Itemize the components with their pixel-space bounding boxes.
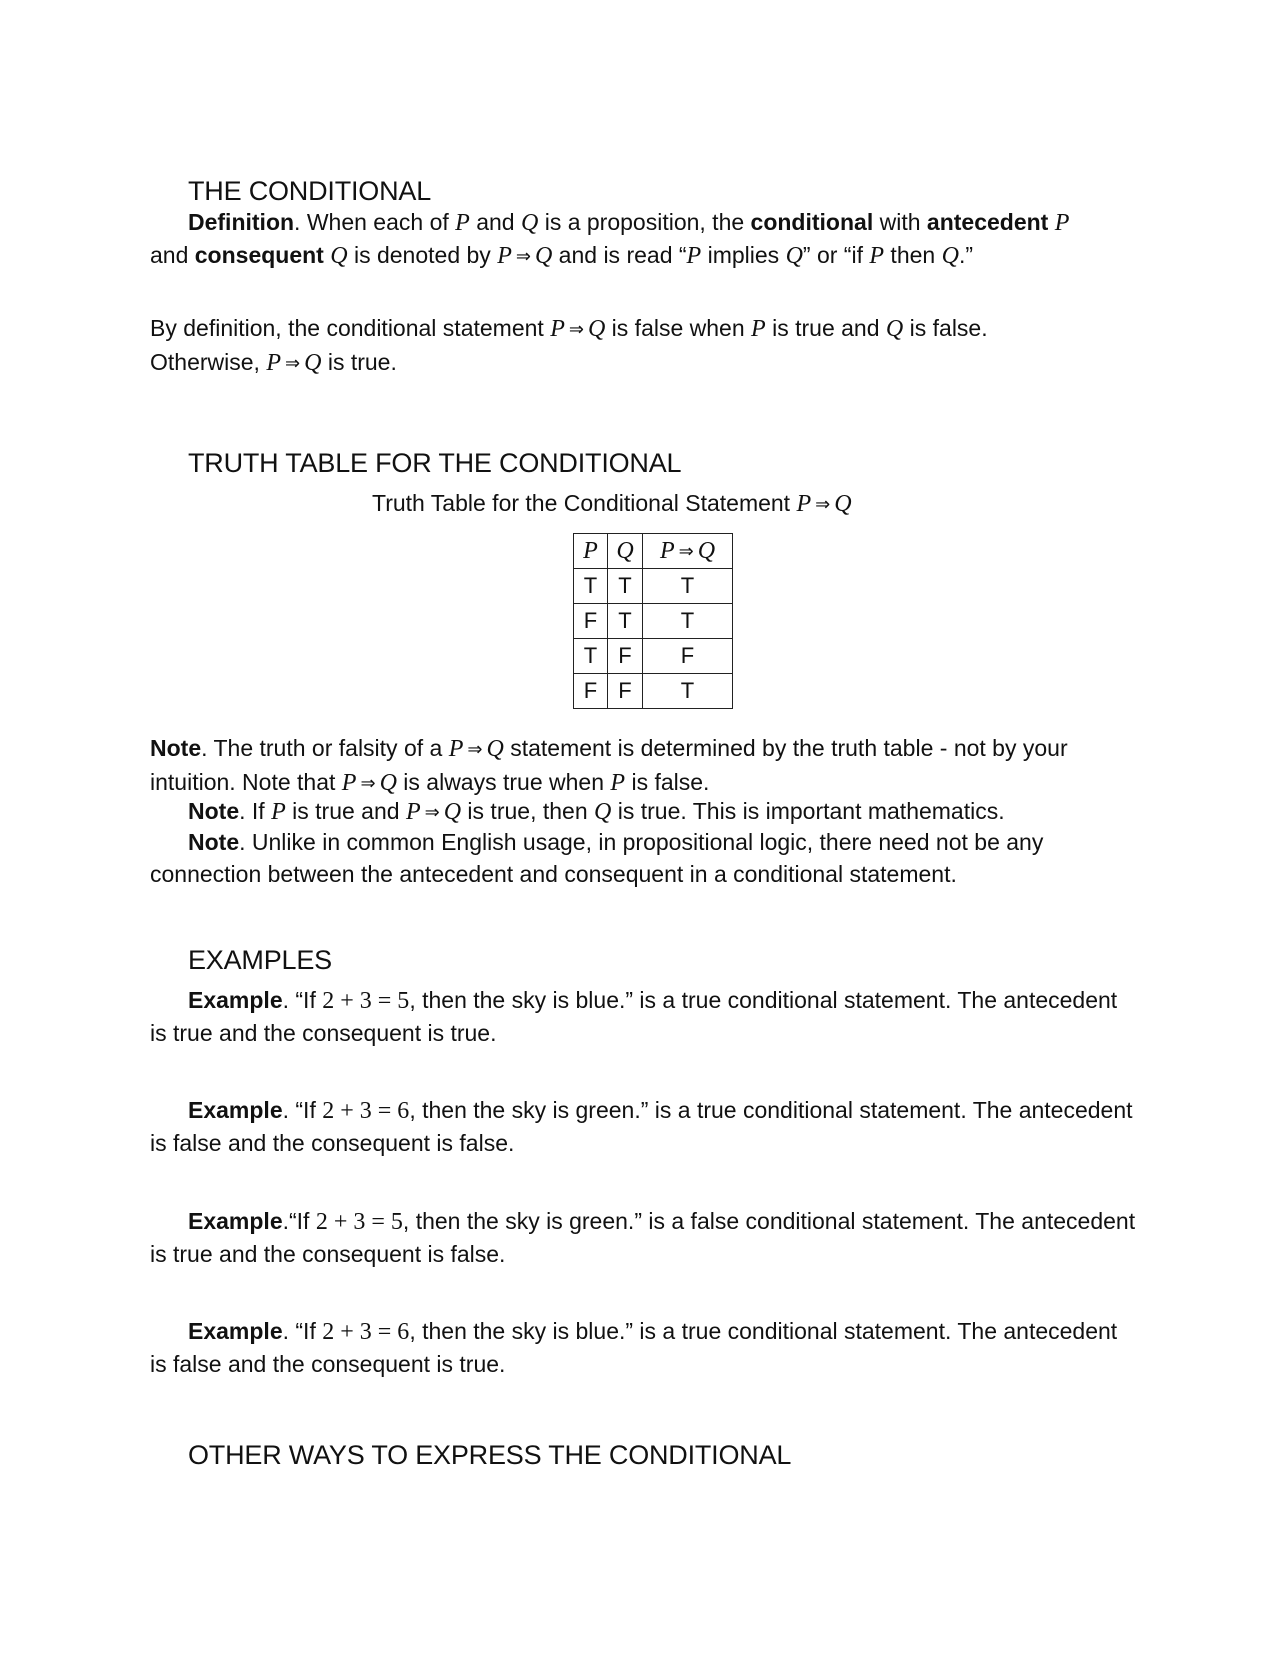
example-label: Example bbox=[188, 1208, 283, 1234]
table-cell: T bbox=[574, 639, 608, 674]
truth-table bbox=[573, 533, 733, 709]
by-definition-paragraph: By definition, the conditional statement P ⇒ Q is false when P is true and Q is false. Otherwise, P ⇒ Q is true. bbox=[150, 315, 988, 376]
note-label: Note bbox=[188, 829, 240, 855]
definition-paragraph: Definition. When each of P and Q is a proposition, the conditional with antecedent P and consequent Q is denoted by P ⇒ Q and is read “P implies Q” or “if P then Q.” bbox=[150, 209, 1070, 269]
example-3: Example.“If 2 + 3 = 5, then the sky is green.” is a false conditional statement. The antecedent is true and the consequent is false. bbox=[150, 1208, 1136, 1267]
table-cell: T bbox=[574, 569, 608, 604]
table-cell: T bbox=[643, 569, 733, 604]
example-2: Example. “If 2 + 3 = 6, then the sky is green.” is a true conditional statement. The antecedent is false and the consequent is false. bbox=[150, 1097, 1133, 1156]
table-cell: F bbox=[574, 674, 608, 709]
note-label: Note bbox=[188, 798, 240, 824]
example-label: Example bbox=[188, 987, 283, 1013]
heading-the-conditional: THE CONDITIONAL bbox=[188, 176, 432, 206]
implies-arrow-icon: ⇒ bbox=[467, 739, 483, 760]
example-math: 2 + 3 = 6 bbox=[322, 1098, 410, 1124]
heading-examples: EXAMPLES bbox=[188, 945, 332, 975]
truth-table-caption: Truth Table for the Conditional Statement P ⇒ Q bbox=[372, 490, 852, 517]
table-row bbox=[574, 569, 733, 604]
note-1-paragraph: Note. The truth or falsity of a P ⇒ Q statement is determined by the truth table - not by your intuition. Note that P ⇒ Q is always true when P is false. bbox=[150, 735, 1068, 796]
example-math: 2 + 3 = 5 bbox=[322, 988, 410, 1014]
header-cell-p: P bbox=[574, 534, 608, 569]
example-4: Example. “If 2 + 3 = 6, then the sky is blue.” is a true conditional statement. The antecedent is false and the consequent is true. bbox=[150, 1318, 1118, 1377]
conditional-term: conditional bbox=[750, 209, 874, 235]
table-cell: F bbox=[574, 604, 608, 639]
table-cell: F bbox=[608, 674, 643, 709]
heading-truth-table: TRUTH TABLE FOR THE CONDITIONAL bbox=[188, 448, 682, 478]
antecedent-term: antecedent bbox=[926, 209, 1049, 235]
implies-arrow-icon: ⇒ bbox=[360, 772, 376, 794]
table-cell: T bbox=[608, 569, 643, 604]
definition-label: Definition bbox=[188, 209, 295, 235]
note-2-paragraph: Note. If P is true and P ⇒ Q is true, then Q is true. This is important mathematics. bbox=[188, 798, 1005, 825]
table-cell: T bbox=[608, 604, 643, 639]
implies-arrow-icon: ⇒ bbox=[424, 802, 440, 823]
example-math: 2 + 3 = 6 bbox=[322, 1319, 410, 1345]
table-cell: F bbox=[643, 639, 733, 674]
implies-arrow-icon: ⇒ bbox=[568, 319, 584, 340]
example-label: Example bbox=[188, 1097, 283, 1123]
table-cell: T bbox=[643, 674, 733, 709]
table-header-row bbox=[574, 534, 733, 569]
implies-arrow-icon: ⇒ bbox=[815, 494, 831, 515]
consequent-term: consequent bbox=[194, 241, 324, 268]
table-row bbox=[574, 604, 733, 639]
implies-arrow-icon: ⇒ bbox=[678, 540, 694, 562]
heading-other-ways: OTHER WAYS TO EXPRESS THE CONDITIONAL bbox=[188, 1440, 792, 1470]
table-cell: T bbox=[643, 604, 733, 639]
implies-arrow-icon: ⇒ bbox=[285, 352, 301, 374]
example-math: 2 + 3 = 5 bbox=[315, 1209, 403, 1235]
table-row bbox=[574, 674, 733, 709]
example-label: Example bbox=[188, 1318, 283, 1344]
table-row bbox=[574, 639, 733, 674]
header-cell-p-implies-q: P ⇒ Q bbox=[643, 534, 733, 569]
note-label: Note bbox=[150, 735, 202, 761]
header-cell-q: Q bbox=[608, 534, 643, 569]
note-3-paragraph: Note. Unlike in common English usage, in propositional logic, there need not be any connection between the antecedent and consequent in a conditional statement. bbox=[150, 829, 1044, 887]
implies-arrow-icon: ⇒ bbox=[515, 245, 531, 267]
table-cell: F bbox=[608, 639, 643, 674]
example-1: Example. “If 2 + 3 = 5, then the sky is blue.” is a true conditional statement. The antecedent is true and the consequent is true. bbox=[150, 987, 1118, 1046]
